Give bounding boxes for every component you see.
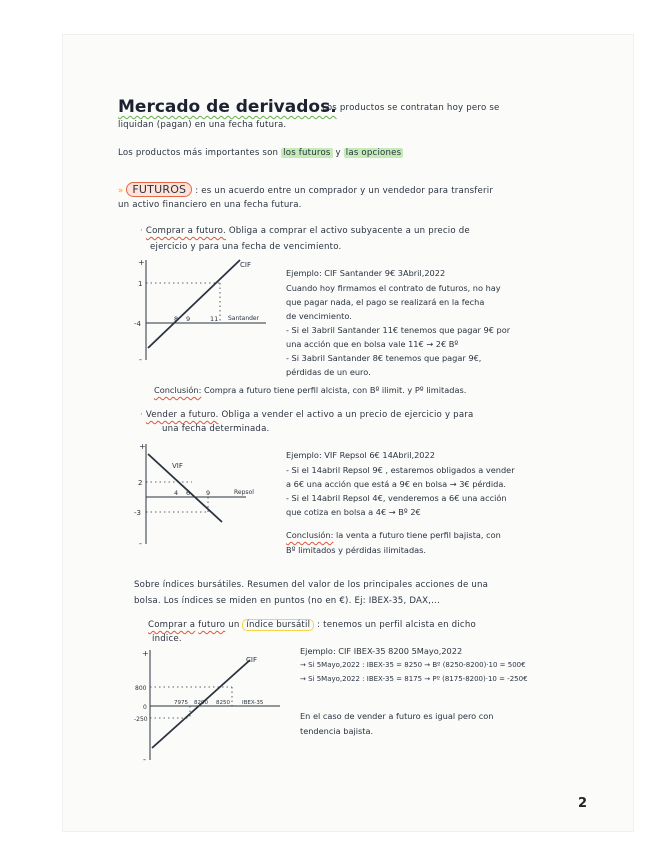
y-label-minus-3: -3 <box>134 509 141 517</box>
bullet-dot-icon: · <box>140 226 143 236</box>
compra-indice-example-3: → Si 5Mayo,2022 : IBEX-35 = 8175 → Pº (8175-8200)·10 = -250€ <box>300 675 528 683</box>
page-title: Mercado de derivados. <box>118 97 337 117</box>
line-label: CIF <box>246 656 257 664</box>
compra-indice-part-1: Comprar a <box>148 620 196 630</box>
x-tick-9: 9 <box>186 315 191 323</box>
compra-indice-line-2: índice. <box>152 634 182 644</box>
y-label-2: 2 <box>138 479 143 487</box>
venta-example-3: a 6€ una acción que está a 9€ en bolsa → 3€ pérdida. <box>286 479 506 489</box>
venta-example-1: Ejemplo: VIF Repsol 6€ 14Abril,2022 <box>286 450 435 460</box>
compra-conclusion-text: Compra a futuro tiene perfil alcista, con Bº ilimit. y Pº limitadas. <box>204 385 467 395</box>
intro-line-2: liquidan (pagan) en una fecha futura. <box>118 120 287 130</box>
x-tick-8: 8 <box>174 315 179 323</box>
venta-line-2: una fecha determinada. <box>162 424 270 434</box>
compra-line-2: ejercicio y para una fecha de vencimiento. <box>150 242 342 252</box>
item-opciones: las opciones <box>345 148 402 158</box>
x-tick-6: 6 <box>186 489 191 497</box>
compra-line-1 <box>140 226 470 236</box>
futuros-def-1: : es un acuerdo entre un comprador y un vendedor para transferir <box>195 186 494 196</box>
products-conj: y <box>335 148 341 158</box>
compra-indice-chart <box>134 646 284 764</box>
venta-example-5: que cotiza en bolsa a 4€ → Bº 2€ <box>286 507 421 517</box>
indice-bursatil-box: índice bursátil <box>242 619 314 631</box>
y-label-0: 0 <box>143 704 147 711</box>
y-minus-label: - <box>143 755 146 764</box>
compra-desc-1: Obliga a comprar el activo subyacente a un precio de <box>228 226 470 236</box>
vif-line <box>148 454 222 522</box>
compra-example-5: - Si el 3abril Santander 11€ tenemos que pagar 9€ por <box>286 325 511 335</box>
venta-conclusion-line-1 <box>286 530 501 540</box>
bullet-dot-icon: · <box>140 410 143 420</box>
venta-conclusion-label: Conclusión: <box>286 530 334 540</box>
y-plus-label: + <box>139 442 146 451</box>
x-tick-8250: 8250 <box>216 700 230 706</box>
compra-example-2: Cuando hoy firmamos el contrato de futuros, no hay <box>286 283 501 293</box>
futuros-definition-line-2: un activo financiero en una fecha futura. <box>118 200 302 210</box>
venta-desc-1: Obliga a vender el activo a un precio de ejercicio y para <box>221 410 474 420</box>
line-label: CIF <box>240 261 251 269</box>
page-number: 2 <box>578 796 588 811</box>
x-axis-label: Repsol <box>234 489 254 496</box>
y-label-800: 800 <box>135 685 147 692</box>
y-label-minus-250: -250 <box>134 716 148 723</box>
compra-conclusion-label: Conclusión: <box>154 385 202 395</box>
futuros-label: FUTUROS <box>126 182 192 197</box>
compra-example-8: pérdidas de un euro. <box>286 367 371 377</box>
x-tick-8200: 8200 <box>194 700 208 706</box>
x-tick-11: 11 <box>210 315 219 323</box>
y-label-minus-4: -4 <box>134 320 141 328</box>
line-label: VIF <box>172 462 183 470</box>
compra-indice-part-3: un <box>228 620 240 630</box>
compra-example-7: - Si 3abril Santander 8€ tenemos que pagar 9€, <box>286 353 482 363</box>
intro-line-1: Los productos se contratan hoy pero se <box>322 103 500 113</box>
y-plus-label: + <box>142 649 149 658</box>
products-line <box>118 148 403 158</box>
compra-indice-line-1 <box>148 620 476 630</box>
venta-example-2: - Si el 14abril Repsol 9€ , estaremos obligados a vender <box>286 465 515 475</box>
compra-example-4: de vencimiento. <box>286 311 352 321</box>
products-prefix: Los productos más importantes son <box>118 148 279 158</box>
compra-indice-example-1: Ejemplo: CIF IBEX-35 8200 5Mayo,2022 <box>300 646 463 656</box>
indices-line-2: bolsa. Los índices se miden en puntos (no en €). Ej: IBEX-35, DAX,... <box>134 596 440 606</box>
x-tick-7975: 7975 <box>174 700 188 706</box>
x-tick-9: 9 <box>206 489 211 497</box>
item-futuros: los futuros <box>283 148 331 158</box>
compra-indice-part-4: : tenemos un perfil alcista en dicho <box>317 620 476 630</box>
venta-heading: Vender a futuro. <box>145 410 219 420</box>
compra-heading: Comprar a futuro. <box>145 226 226 236</box>
compra-indice-note-1: En el caso de vender a futuro es igual pero con <box>300 711 494 721</box>
bullet-icon: » <box>118 186 124 196</box>
x-tick-4: 4 <box>174 489 179 497</box>
indices-line-1: Sobre índices bursátiles. Resumen del valor de los principales acciones de una <box>134 580 489 590</box>
compra-indice-example-2: → Si 5Mayo,2022 : IBEX-35 = 8250 → Bº (8250-8200)·10 = 500€ <box>300 661 526 669</box>
compra-indice-part-2: futuro <box>198 620 226 630</box>
compra-example-6: una acción que en bolsa vale 11€ → 2€ Bº <box>286 339 459 349</box>
compra-example-1: Ejemplo: CIF Santander 9€ 3Abril,2022 <box>286 268 446 278</box>
venta-example-4: - Si el 14abril Repsol 4€, venderemos a 6€ una acción <box>286 493 507 503</box>
x-axis-label: IBEX-35 <box>242 700 264 706</box>
y-minus-label: - <box>139 355 142 364</box>
y-minus-label: - <box>139 539 142 548</box>
venta-futuro-chart <box>134 440 269 550</box>
venta-conclusion-1: la venta a futuro tiene perfil bajista, con <box>336 530 501 540</box>
futuros-definition-line-1 <box>118 183 493 196</box>
y-label-1: 1 <box>138 280 143 288</box>
venta-line-1 <box>140 410 473 420</box>
venta-conclusion-line-2: Bº limitados y pérdidas ilimitadas. <box>286 545 427 555</box>
x-axis-label: Santander <box>228 315 260 322</box>
compra-conclusion <box>154 385 466 395</box>
y-plus-label: + <box>138 258 145 267</box>
compra-indice-note-2: tendencia bajista. <box>300 726 374 736</box>
compra-futuro-chart <box>134 256 269 366</box>
compra-example-3: que pagar nada, el pago se realizará en la fecha <box>286 297 485 307</box>
cif-line <box>148 260 240 348</box>
